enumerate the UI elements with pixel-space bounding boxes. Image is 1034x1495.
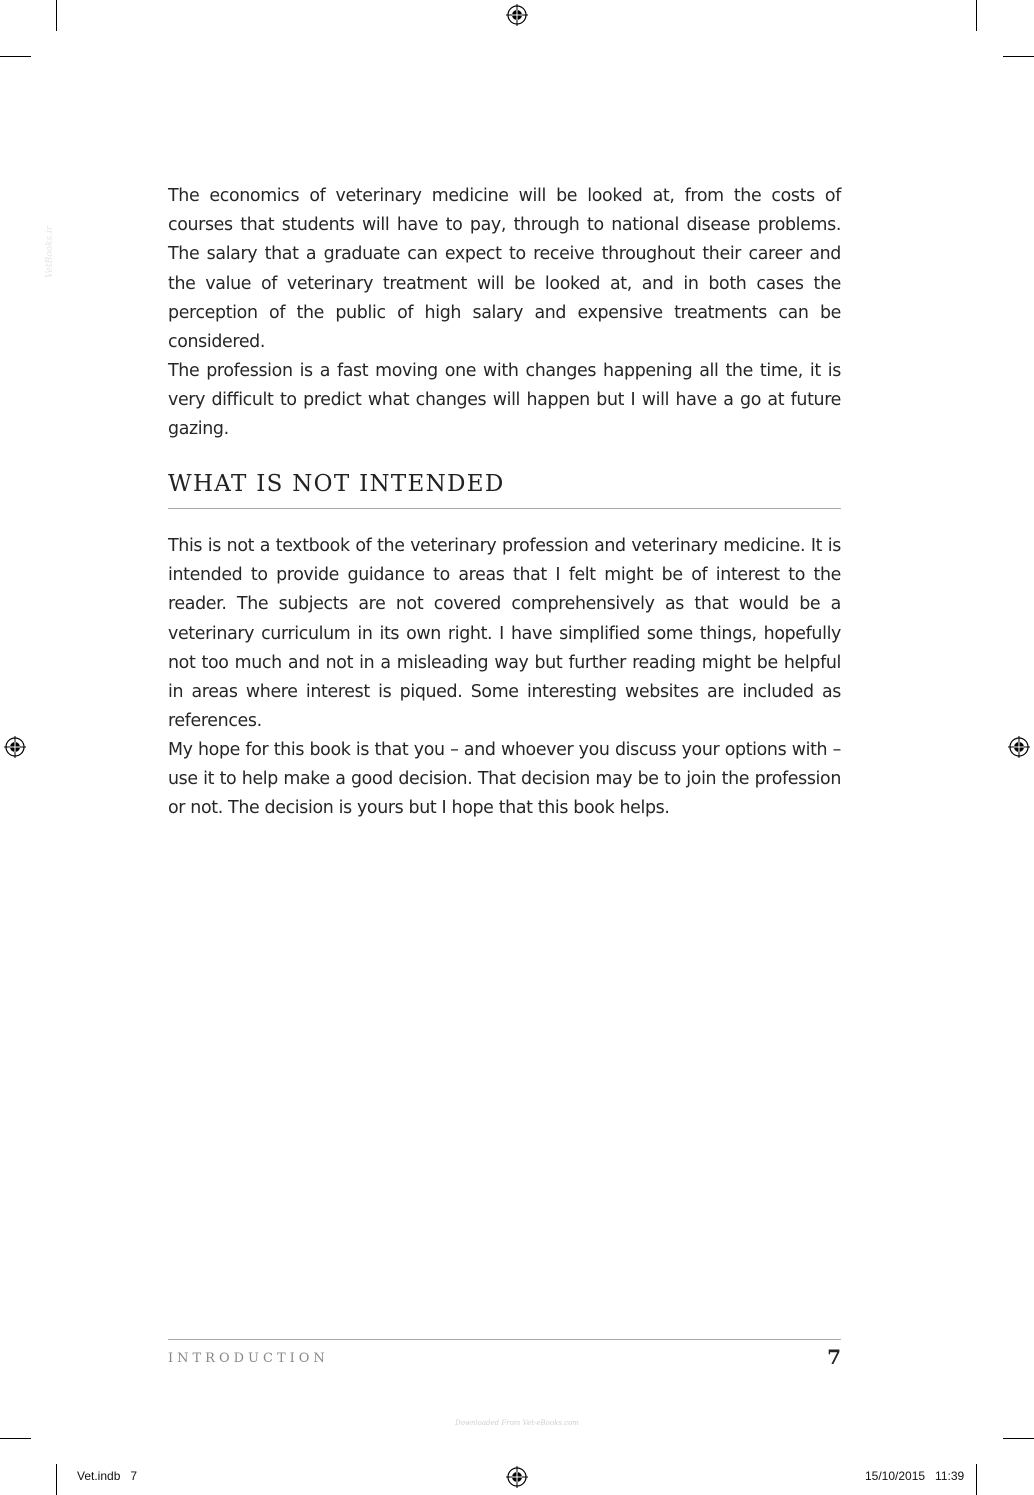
crop-mark — [0, 56, 31, 57]
page-number: 7 — [827, 1345, 841, 1369]
registration-mark-icon — [506, 1466, 528, 1488]
body-paragraph: This is not a textbook of the veterinary profession and veterinary medicine. It is intended to provide guidance to areas that I felt might be of interest to the reader. The subjects are not covered comprehensively as that would be a veterinary curriculum in its own right. I have simplified some things, hopefully not too much and not in a misleading way but further reading might be helpful in areas where interest is piqued. Some interesting websites are included as references. — [168, 536, 841, 732]
side-watermark: VetBooks.ir — [45, 225, 55, 278]
crop-mark — [976, 0, 977, 31]
section-heading: WHAT IS NOT INTENDED — [168, 471, 505, 497]
bottom-watermark: Downloaded From Vet-eBooks.com — [455, 1419, 579, 1427]
crop-mark — [1003, 1438, 1034, 1439]
print-slug-file: Vet.indb 7 — [77, 1469, 138, 1483]
crop-mark — [1003, 56, 1034, 57]
registration-mark-icon — [1008, 736, 1030, 758]
footer-rule — [168, 1339, 841, 1340]
crop-mark — [56, 1464, 57, 1495]
registration-mark-icon — [4, 736, 26, 758]
crop-mark — [56, 0, 57, 31]
body-paragraph: The profession is a fast moving one with changes happening all the time, it is very difficult to predict what changes will happen but I will have a go at future gazing. — [168, 361, 841, 440]
crop-mark — [0, 1438, 31, 1439]
heading-rule — [168, 508, 841, 509]
body-paragraph: My hope for this book is that you – and whoever you discuss your options with – use it to help make a good decision. That decision may be to join the profession or not. The decision is yours but I hope that this book helps. — [168, 740, 841, 819]
print-slug-datetime: 15/10/2015 11:39 — [865, 1469, 965, 1483]
body-paragraph: The economics of veterinary medicine will be looked at, from the costs of courses that students will have to pay, through to national disease problems. The salary that a graduate can expect to receive throughout their career and the value of veterinary treatment will be looked at, and in both cases the perception of the public of high salary and expensive treatments can be considered. — [168, 186, 841, 353]
running-head: INTRODUCTION — [168, 1351, 329, 1366]
crop-mark — [976, 1464, 977, 1495]
registration-mark-icon — [506, 4, 528, 26]
